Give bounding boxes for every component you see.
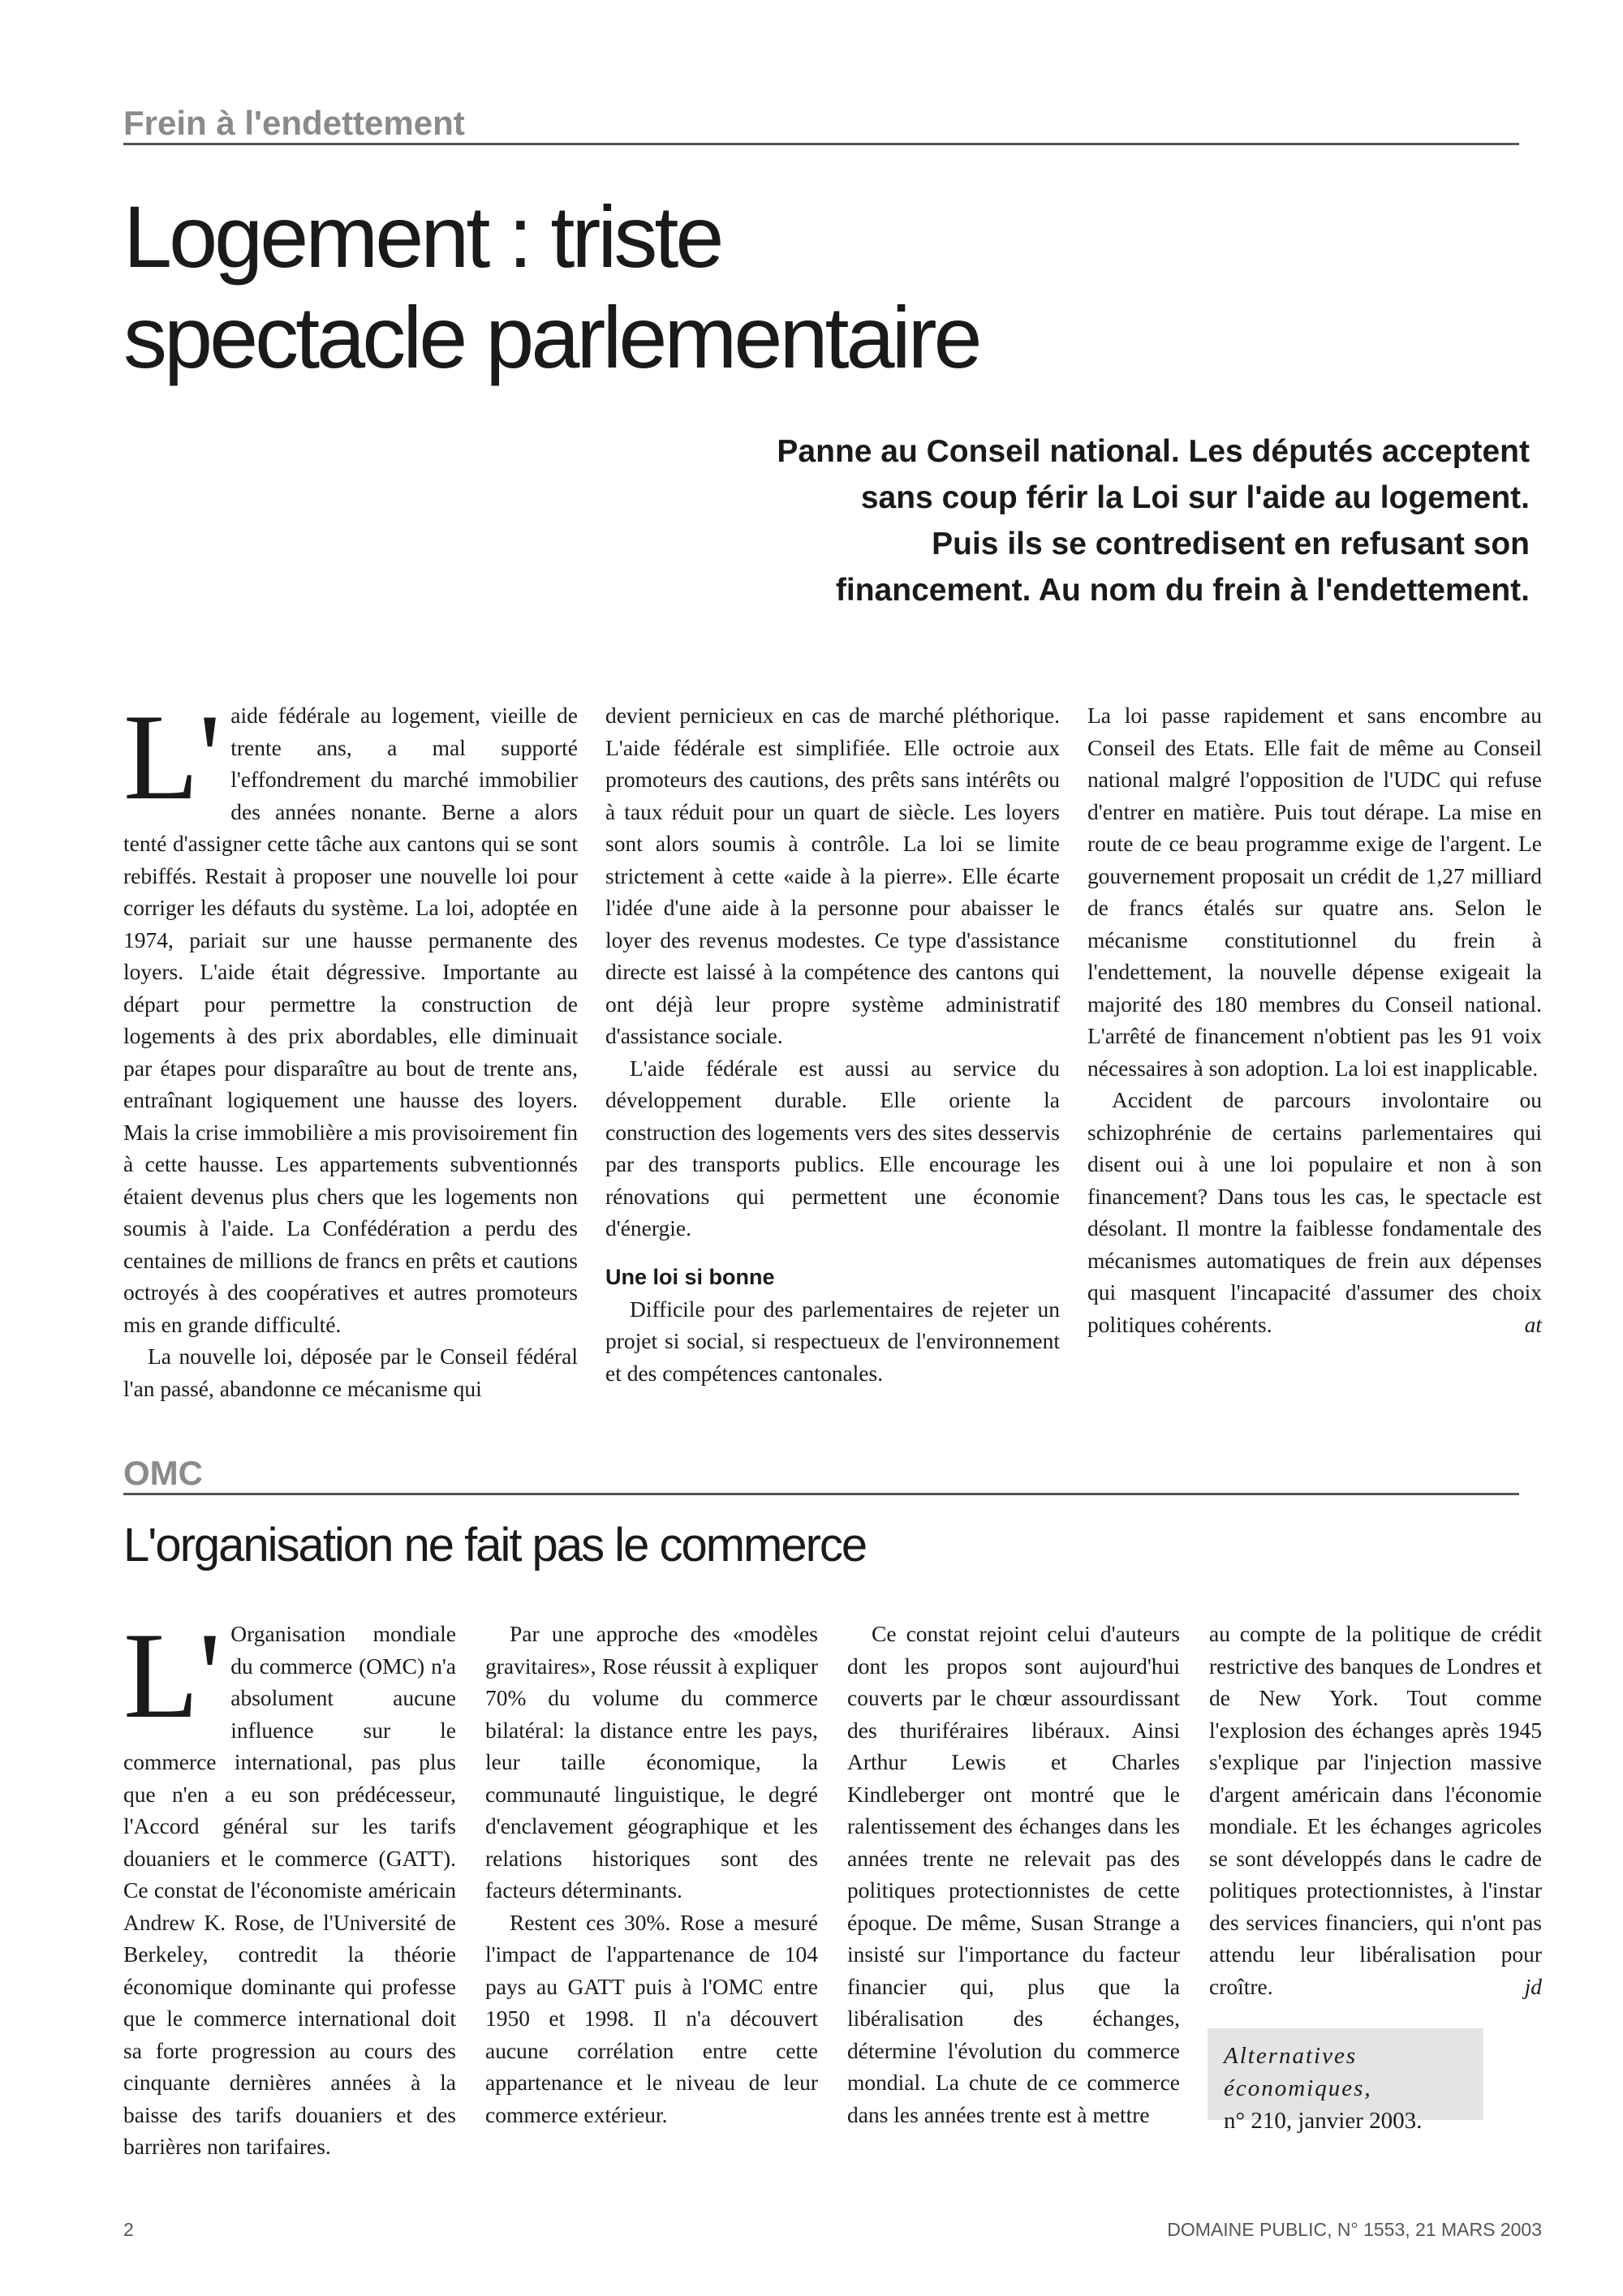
paragraph: devient pernicieux en cas de marché pléthorique. L'aide fédérale est simplifiée. Elle octroie aux promoteurs des cautions, des prêts sans intérêts ou à taux réduit pour un quart de siècle. Les loyers sont alors soumis à contrôle. La loi se limite strictement à cette «aide à la pierre». Elle écarte l'idée d'une aide à la personne pour abaisser le loyer des revenus modestes. Ce type d'assistance directe est laissé à la compétence des cantons qui ont déjà leur propre système administratif d'assistance sociale.: [605, 703, 1060, 1048]
title-line-1: Logement : triste: [123, 187, 721, 286]
author-signature: jd: [1524, 1973, 1542, 1999]
source-publication: Alternatives économiques,: [1224, 2043, 1372, 2101]
subheading: Une loi si bonne: [605, 1264, 775, 1289]
paragraph: Ce constat rejoint celui d'auteurs dont les propos sont aujourd'hui couverts par le chœur assourdissant des thuriféraires libéraux. Ainsi Arthur Lewis et Charles Kindleberger ont montré que le ralentissement des échanges dans les années trente ne relevait pas des politiques protectionnistes de cette époque. De même, Susan Strange a insisté sur l'importance du facteur financier qui, plus que la libéralisation des échanges, détermine l'évolution du commerce mondial. La chute de ce commerce dans les années trente est à mettre: [847, 1621, 1180, 2127]
drop-cap: L': [123, 689, 222, 825]
article-title-logement: [123, 187, 1503, 388]
lede-line-2: sans coup férir la Loi sur l'aide au logement.: [860, 480, 1530, 515]
paragraph: Restent ces 30%. Rose a mesuré l'impact de l'appartenance de 104 pays au GATT puis à l'OMC entre 1950 et 1998. Il n'a découvert aucune corrélation entre cette appartenance et le niveau de leur commerce extérieur.: [485, 1909, 818, 2127]
article1-column-2: [605, 699, 1060, 1389]
source-issue: n° 210, janvier 2003.: [1224, 2108, 1423, 2134]
drop-cap: L': [123, 1607, 222, 1743]
article2-column-1: [123, 1607, 456, 2163]
paragraph: [123, 1607, 456, 2163]
article2-column-2: [485, 1618, 818, 2130]
article-lede: [568, 428, 1530, 613]
article2-column-3: [847, 1618, 1180, 2130]
paragraph-text: Organisation mondiale du commerce (OMC) n'a absolument aucune influence sur le commerce international, pas plus que n'en a eu son prédécesseur, l'Accord général sur les tarifs douaniers et le commerce (GATT). Ce constat de l'économiste américain Andrew K. Rose, de l'Université de Berkeley, contredit la théorie économique dominante qui professe que le commerce international doit sa forte progression au cours des cinquante dernières années à la baisse des tarifs douaniers et des barrières non tarifaires.: [123, 1621, 456, 2159]
paragraph-text: aide fédérale au logement, vieille de trente ans, a mal supporté l'effondrement du marché immobilier des années nonante. Berne a alors tenté d'assigner cette tâche aux cantons qui se sont rebiffés. Restait à proposer une nouvelle loi pour corriger les défauts du système. La loi, adoptée en 1974, pariait sur une hausse permanente des loyers. L'aide était dégressive. Importante au départ pour permettre la construction de logements à des prix abordables, elle diminuait par étapes pour disparaître au bout de trente ans, entraînant logiquement une hausse des loyers. Mais la crise immobilière a mis provisoirement fin à cette hausse. Les appartements subventionnés étaient devenus plus chers que les logements non soumis à l'aide. La Confédération a perdu des centaines de millions de francs en prêts et cautions octroyés à des coopératives et autres promoteurs mis en grande difficulté.: [123, 703, 578, 1337]
paragraph: [1209, 1618, 1542, 2002]
title-line-2: spectacle parlementaire: [123, 288, 979, 386]
paragraph: [123, 689, 578, 1340]
source-box: [1208, 2028, 1483, 2134]
paragraph-text: Accident de parcours involontaire ou schizophrénie de certains parlementaires qui disent oui à une loi populaire et non à son financement? Dans tous les cas, le spectacle est désolant. Il montre la faiblesse fondamentale des mécanismes automatiques de frein aux dépenses qui masquent l'incapacité d'assumer des choix politiques cohérents.: [1087, 1087, 1542, 1337]
article2-column-4: [1209, 1618, 1542, 2002]
paragraph: Par une approche des «modèles gravitaires», Rose réussit à expliquer 70% du volume du commerce bilatéral: la distance entre les pays, leur taille économique, la communauté linguistique, le degré d'enclavement géographique et les relations historiques sont des facteurs déterminants.: [485, 1621, 818, 1903]
paragraph: L'aide fédérale est aussi au service du développement durable. Elle oriente la construction des logements vers des sites desservis par des transports publics. Elle encourage les rénovations qui permettent une économie d'énergie.: [605, 1055, 1060, 1240]
section-rubric-omc: OMC: [123, 1457, 1519, 1495]
paragraph: [1087, 1084, 1542, 1340]
paragraph-text: au compte de la politique de crédit restrictive des banques de Londres et de New York. Tout comme l'explosion des échanges après 1945 s'explique par l'injection massive d'argent américain dans l'économie mondiale. Et les échanges agricoles se sont développés dans le cadre de politiques protectionnistes, à l'instar des services financiers, qui n'ont pas attendu leur libéralisation pour croître.: [1209, 1621, 1542, 1999]
paragraph: Difficile pour des parlementaires de rejeter un projet si social, si respectueux de l'environnement et des compétences cantonales.: [605, 1296, 1060, 1386]
lede-line-3: Puis ils se contredisent en refusant son: [932, 527, 1530, 561]
paragraph: La loi passe rapidement et sans encombre au Conseil des Etats. Elle fait de même au Conseil national malgré l'opposition de l'UDC qui refuse d'entrer en matière. Puis tout dérape. La mise en route de ce beau programme exige de l'argent. Le gouvernement proposait un crédit de 1,27 milliard de francs étalés sur quatre ans. Selon le mécanisme constitutionnel du frein à l'endettement, la nouvelle dépense exigeait la majorité des 180 membres du Conseil national. L'arrêté de financement n'obtient pas les 91 voix nécessaires à son adoption. La loi est inapplicable.: [1087, 703, 1542, 1081]
paragraph: La nouvelle loi, déposée par le Conseil fédéral l'an passé, abandonne ce mécanisme qui: [123, 1344, 578, 1401]
section-rubric-frein: Frein à l'endettement: [123, 107, 1519, 145]
page-number: 2: [123, 2219, 134, 2240]
article-title-omc: L'organisation ne fait pas le commerce: [123, 1519, 867, 1572]
lede-line-4: financement. Au nom du frein à l'endettement.: [835, 573, 1530, 608]
article1-column-3: [1087, 699, 1542, 1340]
author-signature: at: [1524, 1311, 1542, 1337]
article1-column-1: [123, 689, 578, 1404]
lede-line-1: Panne au Conseil national. Les députés acceptent: [777, 434, 1530, 469]
footer-publication: DOMAINE PUBLIC, N° 1553, 21 MARS 2003: [1167, 2219, 1542, 2240]
